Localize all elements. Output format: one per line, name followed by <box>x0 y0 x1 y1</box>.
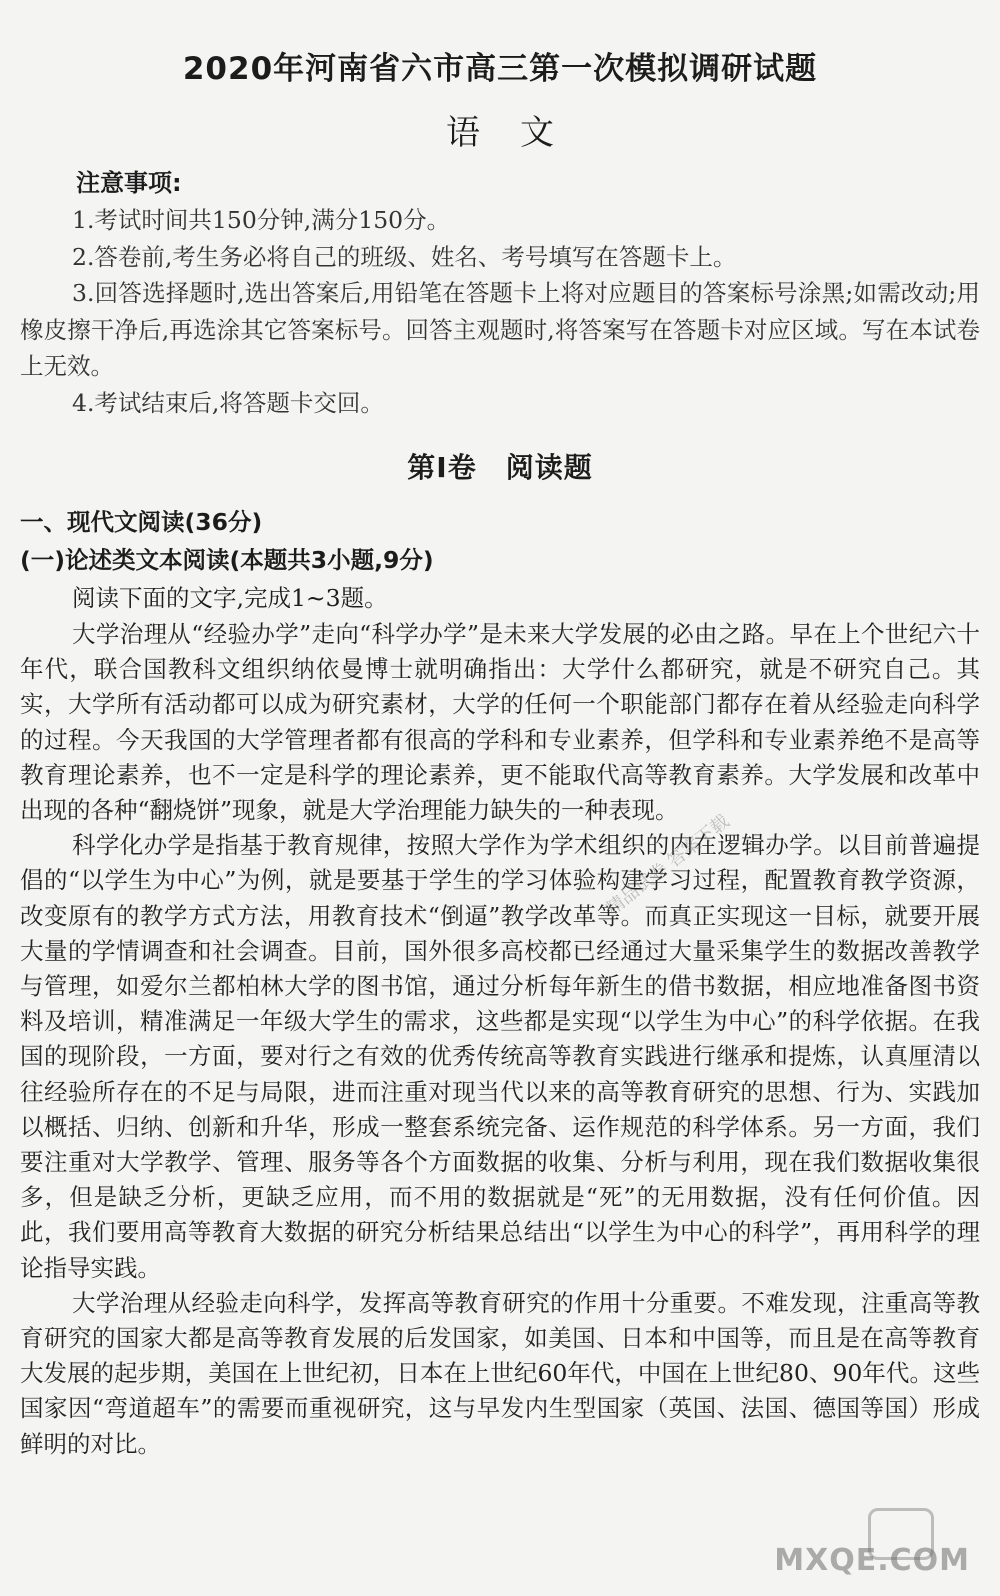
section-title: 第I卷 阅读题 <box>407 451 593 484</box>
exam-title: 2020年河南省六市高三第一次模拟调研试题 <box>182 51 818 87</box>
notice-item: 4.考试结束后,将答题卡交回。 <box>72 388 384 417</box>
notice-item: 3.回答选择题时,选出答案后,用铅笔在答题卡上将对应题目的答案标号涂黑;如需改动;用橡皮擦干净后,再选涂其它答案标号。回答主观题时,将答案写在答题卡对应区域。写在本试卷上无效。 <box>20 279 980 380</box>
notice-heading: 注意事项: <box>76 169 182 197</box>
passage-paragraph: 大学治理从“经验办学”走向“科学办学”是未来大学发展的必由之路。早在上个世纪六十年代，联合国教科文组织纳依曼博士就明确指出：大学什么都研究，就是不研究自己。其实，大学所有活动都可以成为研究素材，大学的任何一个职能部门都存在着从经验走向科学的过程。今天我国的大学管理者都有很高的学科和专业素养，但学科和专业素养绝不是高等教育理论素养，也不一定是科学的理论素养，更不能取代高等教育素养。大学发展和改革中出现的各种“翻烧饼”现象，就是大学治理能力缺失的一种表现。 <box>20 620 980 825</box>
diagonal-watermark: 精品试卷 答案下载 <box>602 810 734 920</box>
subject-title: 语文 <box>446 113 594 153</box>
notice-item: 1.考试时间共150分钟,满分150分。 <box>72 206 451 234</box>
notice-block <box>20 164 980 421</box>
logo-text: MXQE.COM <box>774 1543 970 1578</box>
passage-paragraph: 大学治理从经验走向科学，发挥高等教育研究的作用十分重要。不难发现，注重高等教育研究的国家大都是高等教育发展的后发国家，如美国、日本和中国等，而且是在高等教育大发展的起步期，美国在上世纪初，日本在上世纪60年代，中国在上世纪80、90年代。这些国家因“弯道超车”的需要而重视研究，这与早发内生型国家（英国、法国、德国等国）形成鲜明的对比。 <box>20 1288 980 1458</box>
sub-heading: (一)论述类文本阅读(本题共3小题,9分) <box>20 546 434 574</box>
passage-paragraph: 科学化办学是指基于教育规律，按照大学作为学术组织的内在逻辑办学。以目前普遍提倡的“以学生为中心”为例，就是要基于学生的学习体验构建学习过程，配置教育教学资源，改变原有的教学方式方法，用教育技术“倒逼”教学改革等。而真正实现这一目标，就要开展大量的学情调查和社会调查。目前，国外很多高校都已经通过大量采集学生的数据改善教学与管理，如爱尔兰都柏林大学的图书馆，通过分析每年新生的借书数据，相应地准备图书资料及培训，精准满足一年级大学生的需求，这些都是实现“以学生为中心”的科学依据。在我国的现阶段，一方面，要对行之有效的优秀传统高等教育实践进行继承和提炼，认真厘清以往经验所存在的不足与局限，进而注重对现当代以来的高等教育研究的思想、行为、实践加以概括、归纳、创新和升华，形成一整套系统完备、运作规范的科学体系。另一方面，我们要注重对大学教学、管理、服务等各个方面数据的收集、分析与利用，现在我们数据收集很多，但是缺乏分析，更缺乏应用，而不用的数据就是“死”的无用数据，没有任何价值。因此，我们要用高等教育大数据的研究分析结果总结出“以学生为中心的科学”，再用科学的理论指导实践。 <box>20 831 980 1282</box>
instruction-text: 阅读下面的文字,完成1~3题。 <box>72 584 388 612</box>
notice-item: 2.答卷前,考生务必将自己的班级、姓名、考号填写在答题卡上。 <box>72 242 737 271</box>
part-heading: 一、现代文阅读(36分) <box>20 508 263 536</box>
reading-passage <box>20 617 980 1462</box>
